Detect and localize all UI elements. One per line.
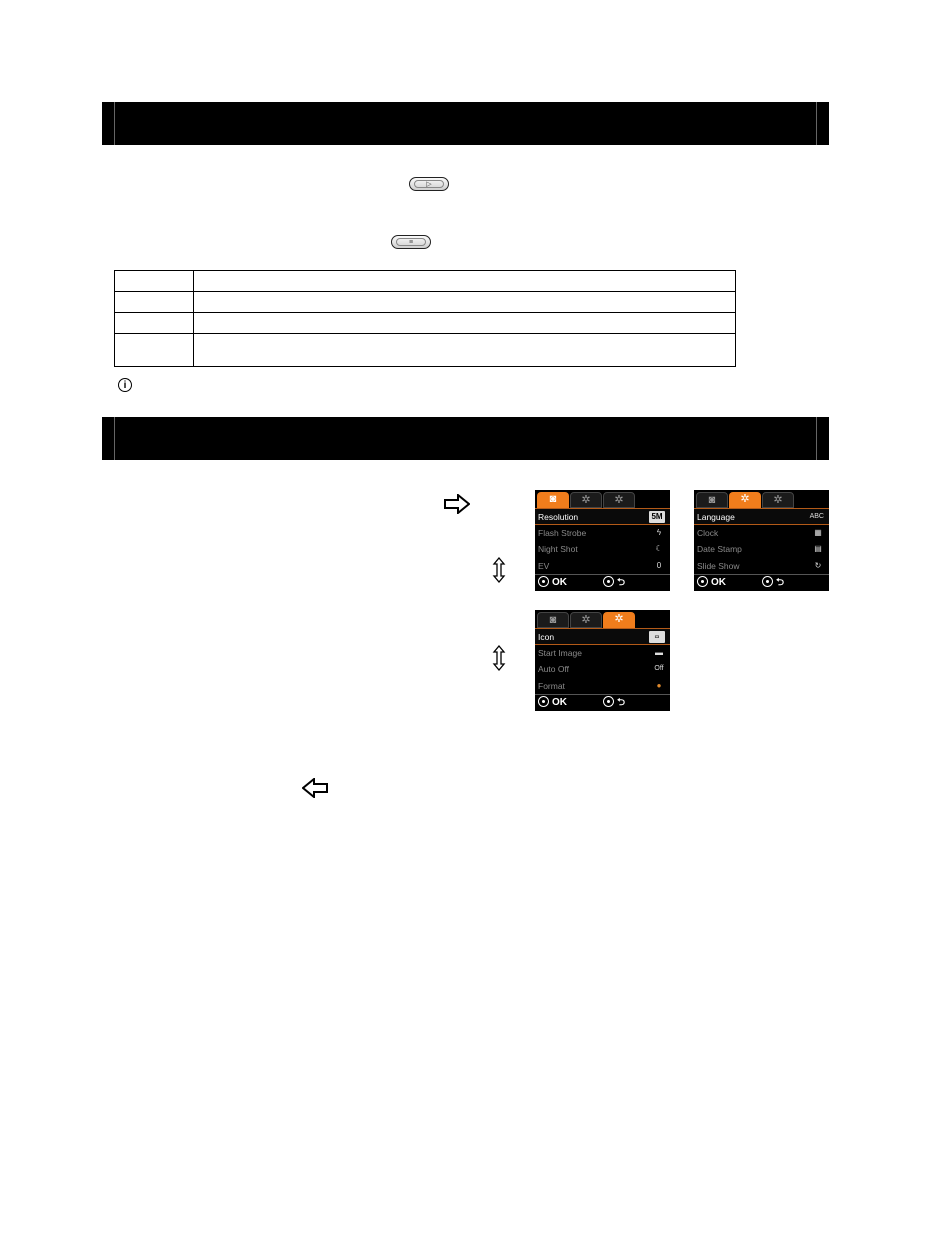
- arrow-up-down-icon: [492, 557, 506, 583]
- menu-item-auto-off[interactable]: Auto Off Off: [538, 664, 664, 674]
- screen-footer: OK ⮌: [694, 574, 829, 591]
- screen-footer: OK ⮌: [535, 574, 670, 591]
- camera-screen-capture-menu: [535, 490, 670, 591]
- menu-item-start-image[interactable]: Start Image ▬: [538, 647, 663, 658]
- section-header-bar-1: [102, 102, 829, 145]
- info-icon: i: [118, 378, 132, 392]
- nav-dial-icon: [538, 576, 549, 587]
- menu-item-language[interactable]: Language ABC: [694, 508, 829, 525]
- screen-footer: OK ⮌: [535, 694, 670, 711]
- gear-icon: ✲: [581, 614, 591, 626]
- menu-item-night-shot[interactable]: Night Shot ☾: [535, 541, 670, 558]
- tab-setup-1[interactable]: [570, 612, 602, 628]
- moon-icon: ☾: [655, 544, 663, 553]
- gear-icon: ✲: [614, 613, 624, 625]
- table-row: [115, 313, 736, 334]
- flash-off-icon: ϟ: [656, 527, 662, 537]
- clock-icon: ▦: [814, 527, 822, 537]
- menu-button-icon: [391, 235, 431, 249]
- arrow-left-icon: [302, 778, 328, 798]
- menu-item-flash-strobe[interactable]: Flash Strobe ϟ: [535, 525, 670, 542]
- arrow-right-icon: [444, 494, 470, 514]
- nav-dial-icon: [538, 696, 549, 707]
- tab-setup-1[interactable]: [729, 492, 761, 508]
- resolution-5m-icon: 5M: [649, 511, 665, 523]
- nav-dial-icon: [762, 576, 773, 587]
- table-row: [115, 292, 736, 313]
- ev-icon: 0: [656, 560, 662, 570]
- nav-dial-icon: [603, 576, 614, 587]
- icon-setting-icon: ▭: [649, 631, 665, 643]
- menu-item-format[interactable]: Format ●: [535, 678, 670, 695]
- gear-icon: ✲: [614, 494, 624, 506]
- menu-item-slide-show[interactable]: Slide Show ↻: [694, 558, 829, 575]
- camera-icon: ◙: [549, 493, 557, 505]
- gear-icon: ✲: [773, 494, 783, 506]
- menu-item-date-stamp[interactable]: Date Stamp ▤: [694, 541, 829, 558]
- date-stamp-icon: ▤: [814, 544, 822, 553]
- playback-button-icon: [409, 177, 449, 191]
- nav-dial-icon: [603, 696, 614, 707]
- gear-icon: ✲: [581, 494, 591, 506]
- menu-item-resolution[interactable]: Resolution 5M: [535, 508, 670, 525]
- camera-icon: ◙: [708, 494, 716, 506]
- tab-setup-2[interactable]: [603, 612, 635, 628]
- section-header-bar-2: [102, 417, 829, 460]
- table-row: [115, 271, 736, 292]
- language-icon: ABC: [809, 513, 824, 520]
- tab-setup-2[interactable]: [762, 492, 794, 508]
- tab-setup-1[interactable]: [570, 492, 602, 508]
- gear-icon: ✲: [740, 493, 750, 505]
- menu-item-clock[interactable]: Clock ▦: [694, 525, 829, 542]
- camera-screen-setup-menu-2: [535, 610, 670, 711]
- tab-camera[interactable]: [537, 612, 569, 628]
- camera-screen-setup-menu-1: [694, 490, 829, 591]
- back-icon: ⮌: [617, 697, 626, 708]
- tab-camera[interactable]: [537, 492, 569, 508]
- tab-setup-2[interactable]: [603, 492, 635, 508]
- arrow-up-down-icon: [492, 645, 506, 671]
- auto-off-icon: Off: [654, 665, 664, 672]
- menu-item-icon[interactable]: Icon ▭: [535, 628, 670, 645]
- back-icon: ⮌: [776, 577, 785, 588]
- slide-show-icon: ↻: [814, 560, 822, 570]
- start-image-icon: ▬: [655, 647, 663, 657]
- table-row: [115, 334, 736, 367]
- menu-symbol: ≡: [396, 238, 426, 246]
- tab-camera[interactable]: [696, 492, 728, 508]
- menu-item-ev[interactable]: EV 0: [535, 558, 670, 575]
- back-icon: ⮌: [617, 577, 626, 588]
- empty-table: [114, 270, 736, 367]
- format-icon: ●: [656, 680, 662, 690]
- camera-icon: ◙: [549, 614, 557, 626]
- nav-dial-icon: [697, 576, 708, 587]
- playback-symbol: ▷: [414, 180, 444, 188]
